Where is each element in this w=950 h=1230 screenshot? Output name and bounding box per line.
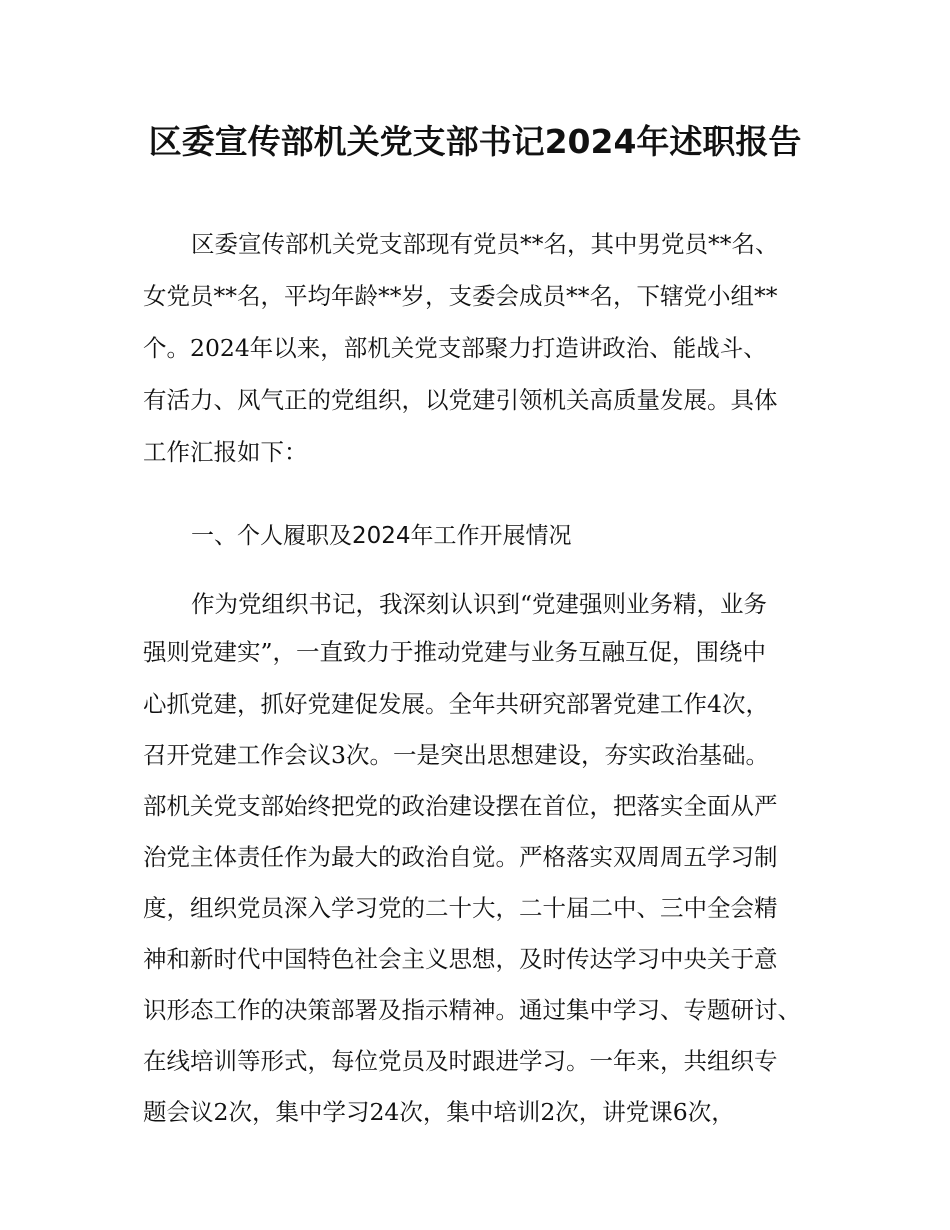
paragraph-line: 心抓党建，抓好党建促发展。全年共研究部署党建工作4次， — [143, 690, 769, 718]
paragraph-line: 题会议2次，集中学习24次，集中培训2次，讲党课6次， — [143, 1098, 735, 1126]
paragraph-line: 有活力、风气正的党组织，以党建引领机关高质量发展。具体 — [143, 386, 778, 414]
paragraph-line: 识形态工作的决策部署及指示精神。通过集中学习、专题研讨、 — [143, 996, 801, 1024]
paragraph-line: 个。2024年以来，部机关党支部聚力打造讲政治、能战斗、 — [143, 334, 767, 362]
paragraph-line: 召开党建工作会议3次。一是突出思想建设，夯实政治基础。 — [143, 741, 769, 769]
paragraph-line: 度，组织党员深入学习党的二十大，二十届二中、三中全会精 — [143, 894, 778, 922]
paragraph-line: 部机关党支部始终把党的政治建设摆在首位，把落实全面从严 — [143, 792, 778, 820]
paragraph-line: 作为党组织书记，我深刻认识到“党建强则业务精，业务 — [191, 590, 768, 618]
paragraph-line: 在线培训等形式，每位党员及时跟进学习。一年来，共组织专 — [143, 1047, 778, 1075]
section-heading: 一、个人履职及2024年工作开展情况 — [191, 523, 572, 549]
paragraph-line: 女党员**名，平均年龄**岁，支委会成员**名，下辖党小组** — [143, 282, 778, 310]
paragraph-line: 神和新时代中国特色社会主义思想，及时传达学习中央关于意 — [143, 945, 778, 973]
paragraph-line: 区委宣传部机关党支部现有党员**名，其中男党员**名、 — [191, 230, 779, 258]
paragraph-line: 工作汇报如下： — [143, 438, 308, 466]
document-title: 区委宣传部机关党支部书记2024年述职报告 — [148, 122, 802, 161]
paragraph-line: 强则党建实”，一直致力于推动党建与业务互融互促，围绕中 — [143, 638, 767, 666]
paragraph-line: 治党主体责任作为最大的政治自觉。严格落实双周周五学习制 — [143, 843, 778, 871]
